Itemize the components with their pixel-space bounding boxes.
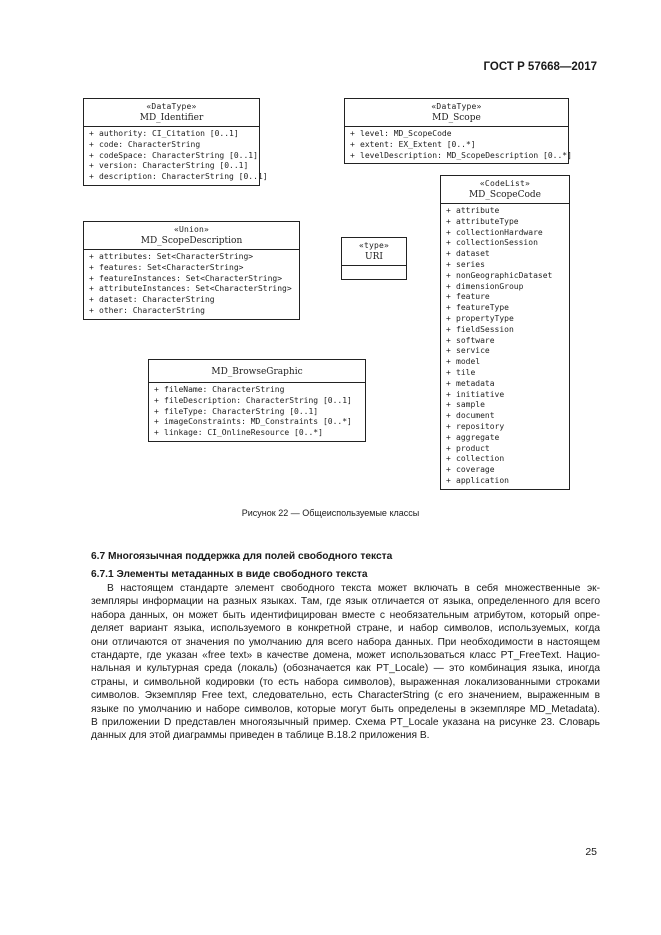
attribute-text: imageConstraints: MD_Constraints [0..*]: [164, 417, 352, 427]
visibility-marker: +: [350, 129, 355, 138]
visibility-marker: +: [89, 273, 94, 283]
attribute-text: level: MD_ScopeCode: [360, 129, 452, 138]
attribute-row: [446, 292, 565, 303]
attribute-text: description: CharacterString [0..1]: [99, 172, 268, 182]
attribute-text: collectionSession: [456, 238, 538, 248]
visibility-marker: +: [446, 216, 451, 226]
visibility-marker: +: [446, 475, 451, 485]
section-heading: 6.7 Многоязычная поддержка для полей свободного текста: [91, 551, 393, 562]
visibility-marker: +: [446, 281, 451, 291]
paragraph-line: В настоящем стандарте элемент свободного текста может включать в себя множественные эк-: [107, 583, 600, 594]
visibility-marker: +: [446, 270, 451, 280]
attribute-text: metadata: [456, 378, 495, 388]
attribute-row: [154, 396, 361, 407]
attribute-text: aggregate: [456, 432, 500, 442]
attribute-text: authority: CI_Citation [0..1]: [99, 129, 239, 138]
visibility-marker: +: [446, 335, 451, 345]
attribute-text: code: CharacterString: [99, 139, 201, 149]
class-header: [149, 360, 365, 383]
attribute-text: attribute: [456, 206, 500, 215]
attribute-row: [446, 249, 565, 260]
class-name: MD_ScopeDescription: [140, 236, 243, 246]
visibility-marker: +: [446, 421, 451, 431]
attribute-text: levelDescription: MD_ScopeDescription [0..*]: [360, 150, 572, 160]
class-header: [84, 222, 299, 250]
attribute-text: attributeType: [456, 216, 519, 226]
page-number: 25: [585, 846, 597, 858]
attribute-row: [89, 161, 255, 172]
attribute-row: [446, 303, 565, 314]
attribute-text: initiative: [456, 389, 505, 399]
uml-class-md-scopecode: [440, 175, 570, 490]
visibility-marker: +: [446, 324, 451, 334]
class-empty-compartment: [342, 266, 406, 279]
visibility-marker: +: [446, 378, 451, 388]
visibility-marker: +: [446, 249, 451, 259]
class-attributes: [84, 127, 268, 185]
attribute-text: featureInstances: Set<CharacterString>: [99, 273, 283, 283]
attribute-row: [446, 357, 565, 368]
visibility-marker: +: [446, 367, 451, 377]
attribute-row: [446, 379, 565, 390]
visibility-marker: +: [350, 150, 355, 160]
attribute-row: [446, 433, 565, 444]
attribute-row: [350, 129, 564, 140]
attribute-row: [89, 172, 268, 183]
attribute-text: software: [456, 335, 495, 345]
attribute-text: attributes: Set<CharacterString>: [99, 252, 254, 261]
attribute-row: [446, 228, 565, 239]
attribute-row: [89, 306, 295, 317]
paragraph-line: деляет вариант языка, используемого в конкретной стране, и набор символов, используемых, когда: [91, 623, 600, 635]
attribute-text: dimensionGroup: [456, 281, 524, 291]
visibility-marker: +: [89, 150, 94, 160]
class-name: MD_Identifier: [139, 113, 204, 123]
class-attributes: [84, 250, 299, 319]
visibility-marker: +: [446, 411, 451, 421]
visibility-marker: +: [446, 389, 451, 399]
attribute-text: coverage: [456, 465, 495, 475]
paragraph-line: набора данных, он может быть идентифицирован вместе с необязательным атрибутом, который опре-: [91, 609, 600, 621]
visibility-marker: +: [89, 129, 94, 138]
attribute-row: [446, 282, 565, 293]
attribute-text: dataset: [456, 249, 490, 259]
attribute-text: series: [456, 259, 485, 269]
uml-class-md-identifier: [83, 98, 268, 186]
attribute-text: fileDescription: CharacterString [0..1]: [164, 395, 352, 405]
uml-class-md-scope: [344, 98, 572, 164]
attribute-text: collection: [456, 454, 505, 464]
attribute-text: propertyType: [456, 313, 514, 323]
class-header: [342, 238, 406, 266]
attribute-row: [89, 263, 295, 274]
uml-class-uri: [341, 237, 407, 280]
paragraph-line: земпляры информации на разных языках. Там, где язык отличается от языка, определенного для всего: [91, 596, 600, 608]
visibility-marker: +: [446, 259, 451, 269]
attribute-row: [446, 346, 565, 357]
visibility-marker: +: [446, 454, 451, 464]
attribute-row: [446, 390, 565, 401]
attribute-text: codeSpace: CharacterString [0..1]: [99, 150, 258, 160]
class-header: [84, 99, 259, 127]
visibility-marker: +: [154, 385, 159, 394]
class-name: MD_Scope: [432, 113, 481, 123]
visibility-marker: +: [446, 303, 451, 313]
subsection-heading: 6.7.1 Элементы метаданных в виде свободного текста: [91, 569, 368, 580]
class-header: [345, 99, 568, 127]
attribute-row: [446, 368, 565, 379]
class-attributes: [345, 127, 572, 163]
attribute-text: attributeInstances: Set<CharacterString>: [99, 284, 292, 294]
attribute-text: extent: EX_Extent [0..*]: [360, 139, 476, 149]
visibility-marker: +: [446, 227, 451, 237]
visibility-marker: +: [89, 262, 94, 272]
attribute-row: [446, 336, 565, 347]
visibility-marker: +: [154, 417, 159, 427]
visibility-marker: +: [446, 400, 451, 410]
attribute-text: dataset: CharacterString: [99, 295, 215, 305]
class-name: MD_BrowseGraphic: [211, 367, 303, 377]
attribute-row: [89, 284, 295, 295]
attribute-text: version: CharacterString [0..1]: [99, 161, 249, 171]
visibility-marker: +: [446, 292, 451, 302]
uml-class-md-scopedescription: [83, 221, 300, 320]
class-stereotype: «CodeList»: [479, 179, 531, 188]
document-header: ГОСТ Р 57668—2017: [483, 61, 597, 73]
visibility-marker: +: [350, 139, 355, 149]
attribute-text: application: [456, 475, 509, 485]
paragraph-line: данных для этой диаграммы приведен в таблице В.18.2 приложения В.: [91, 730, 430, 742]
class-attributes: [149, 383, 365, 441]
attribute-text: model: [456, 357, 481, 367]
visibility-marker: +: [446, 432, 451, 442]
attribute-text: collectionHardware: [456, 227, 543, 237]
attribute-text: fileName: CharacterString: [164, 385, 285, 394]
attribute-text: featureType: [456, 303, 509, 313]
class-name: URI: [365, 252, 383, 262]
visibility-marker: +: [446, 313, 451, 323]
attribute-row: [446, 400, 565, 411]
attribute-text: feature: [456, 292, 490, 302]
attribute-row: [154, 428, 361, 439]
visibility-marker: +: [446, 238, 451, 248]
attribute-row: [154, 407, 361, 418]
paragraph-line: стандарте, где указан «free text» в качестве домена, может использоваться класс PT_FreeText. Нацио-: [91, 650, 600, 662]
attribute-row: [89, 150, 258, 162]
class-stereotype: «DataType»: [146, 102, 197, 111]
paragraph-line: языке по умолчанию и наборе символов, которые могут быть определены в экземпляре MD_Metadata).: [91, 703, 600, 715]
attribute-row: [446, 325, 565, 336]
attribute-row: [89, 295, 295, 306]
paragraph-line: нальная и культурная среда (локаль) (обозначается как PT_Locale) — это комбинация языка, иногда: [91, 663, 600, 675]
attribute-text: sample: [456, 400, 485, 410]
visibility-marker: +: [446, 443, 451, 453]
attribute-row: [446, 217, 565, 228]
paragraph-line: символов. Экземпляр Free text, следовательно, есть CharacterString (с его значением, выраженным в: [91, 690, 600, 702]
class-stereotype: «Union»: [173, 225, 210, 234]
attribute-row: [89, 129, 255, 140]
paragraph-line: они отличаются от значения по умолчанию для всего набора данных. При необходимости в настоящем: [91, 636, 600, 648]
attribute-text: tile: [456, 367, 476, 377]
class-stereotype: «DataType»: [431, 102, 482, 111]
visibility-marker: +: [89, 252, 94, 261]
paragraph-line: страны, и символьной кодировки (то есть набора символов), выраженная локализованными строками: [91, 676, 600, 688]
visibility-marker: +: [89, 295, 94, 305]
attribute-row: [446, 444, 565, 455]
attribute-row: [446, 476, 565, 487]
visibility-marker: +: [89, 284, 94, 294]
attribute-row: [446, 260, 565, 271]
uml-class-md-browsegraphic: [148, 359, 366, 442]
attribute-text: service: [456, 346, 490, 356]
class-attributes: [441, 204, 569, 489]
attribute-row: [446, 206, 565, 217]
visibility-marker: +: [154, 406, 159, 416]
body-paragraph: [91, 582, 600, 743]
class-stereotype: «type»: [358, 241, 390, 250]
visibility-marker: +: [89, 172, 94, 182]
attribute-text: nonGeographicDataset: [456, 270, 553, 280]
visibility-marker: +: [89, 161, 94, 171]
attribute-row: [446, 454, 565, 465]
attribute-row: [89, 252, 295, 263]
attribute-text: repository: [456, 421, 505, 431]
attribute-text: fileType: CharacterString [0..1]: [164, 406, 319, 416]
visibility-marker: +: [446, 346, 451, 356]
visibility-marker: +: [446, 206, 451, 215]
visibility-marker: +: [446, 357, 451, 367]
attribute-text: fieldSession: [456, 324, 514, 334]
attribute-row: [446, 314, 565, 325]
visibility-marker: +: [89, 139, 94, 149]
attribute-text: product: [456, 443, 490, 453]
class-name: MD_ScopeCode: [468, 190, 542, 200]
attribute-row: [154, 385, 361, 396]
visibility-marker: +: [89, 305, 94, 315]
attribute-text: linkage: CI_OnlineResource [0..*]: [164, 428, 323, 438]
attribute-row: [446, 465, 565, 476]
visibility-marker: +: [446, 465, 451, 475]
figure-caption: Рисунок 22 — Общеиспользуемые классы: [241, 508, 420, 518]
attribute-row: [446, 271, 565, 282]
attribute-row: [89, 274, 295, 285]
visibility-marker: +: [154, 428, 159, 438]
attribute-text: other: CharacterString: [99, 305, 205, 315]
attribute-row: [350, 150, 572, 162]
attribute-row: [350, 140, 564, 151]
attribute-row: [89, 140, 255, 151]
attribute-row: [154, 417, 361, 428]
attribute-text: document: [456, 411, 495, 421]
paragraph-line: В приложении D представлен многоязычный пример. Схема PT_Locale указана на рисунке 23. Словарь: [91, 717, 600, 729]
visibility-marker: +: [154, 395, 159, 405]
attribute-text: features: Set<CharacterString>: [99, 262, 244, 272]
attribute-row: [446, 238, 565, 249]
attribute-row: [446, 411, 565, 422]
class-header: [441, 176, 569, 204]
attribute-row: [446, 422, 565, 433]
